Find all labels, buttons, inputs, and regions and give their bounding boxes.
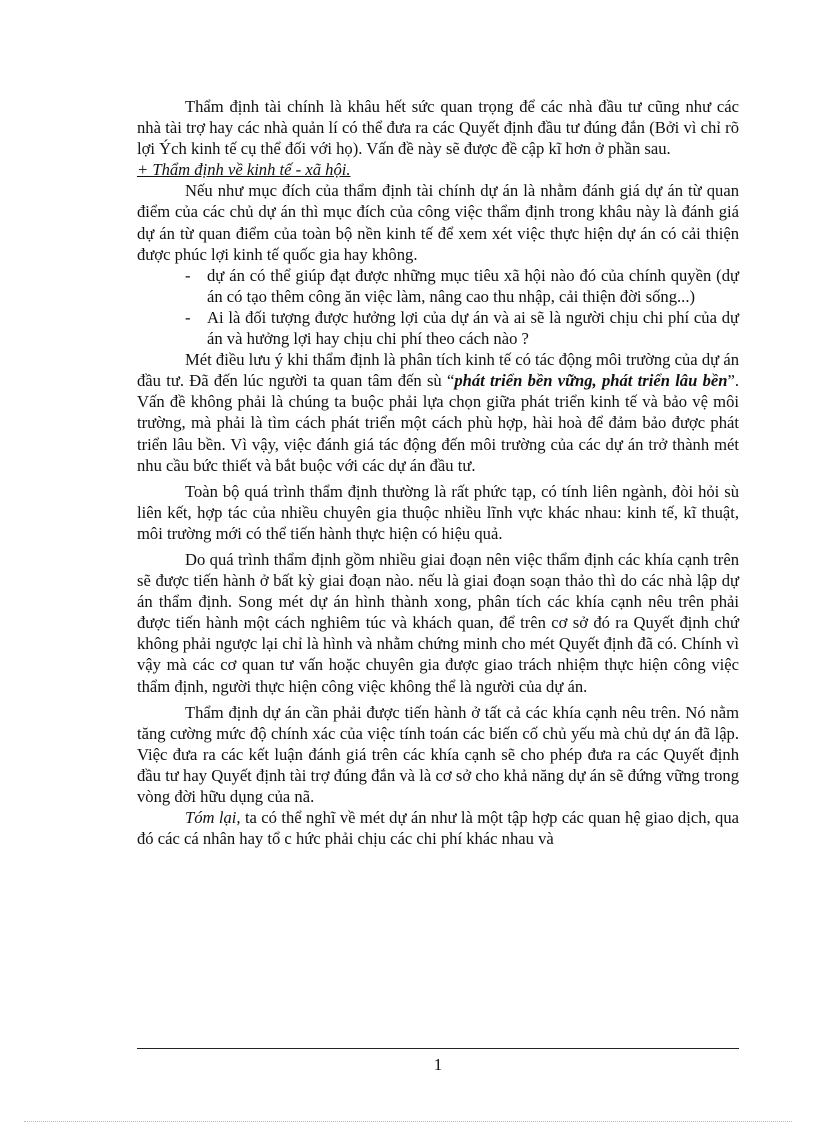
list-item-text: dự án có thể giúp đạt được những mục tiêu xã hội nào đó của chính quyền (dự án có tạo thêm công ăn việc làm, nâng cao thu nhập, cải thiện đời sống...): [207, 265, 739, 306]
paragraph-conclusion: [137, 807, 739, 849]
list-item-text: Ai là đối tượng được hưởng lợi của dự án và ai sẽ là người chịu chi phí của dự án và hưởng lợi hay chịu chi phí theo cách nào ?: [207, 307, 739, 349]
paragraph-interdisciplinary: Toàn bộ quá trình thẩm định thường là rất phức tạp, có tính liên ngành, đòi hỏi sù liên kết, hợp tác của nhiều chuyên gia thuộc nhiều lĩnh vực khác nhau: kinh tế, kĩ thuật, môi trường mới có thể tiến hành thực hiện có hiệu quả.: [137, 481, 739, 543]
paragraph-appraisal-stages: Do quá trình thẩm định gồm nhiều giai đoạn nên việc thẩm định các khía cạnh trên sẽ được tiến hành ở bất kỳ giai đoạn nào. nếu là giai đoạn soạn thảo thì do các nhà lập dự án thẩm định. Song mét dự án hình thành xong, phân tích các khía cạnh nêu trên phải được tiến hành một cách nghiêm túc và khách quan, để trên cơ sở đó ra Quyết định chứ không phải ngược lại chỉ là hình và nhằm chứng minh cho mét Quyết định đã có. Chính vì vậy mà các cơ quan tư vấn hoặc chuyên gia được giao trách nhiệm thực hiện công việc thẩm định, người thực hiện công việc không thể là người của dự án.: [137, 549, 739, 696]
conclusion-lead: Tóm lại,: [185, 808, 241, 828]
page-bottom-edge: [24, 1121, 792, 1122]
list-item: [137, 307, 739, 349]
document-body: [137, 96, 739, 849]
dash-bullet: -: [185, 307, 191, 327]
footer-rule: [137, 1048, 739, 1049]
paragraph-appraisal-aspects: Thẩm định dự án cần phải được tiến hành ở tất cả các khía cạnh nêu trên. Nó nằm tăng cường mức độ chính xác của việc tính toán các biến cố chủ yếu mà chủ dự án đã lập. Việc đưa ra các kết luận đánh giá trên các khía cạnh sẽ cho phép đưa ra các Quyết định đầu tư hay Quyết định tài trợ đúng đắn và là cơ sở cho khả năng dự án sẽ đứng vững trong vòng đời hữu dụng của nã.: [137, 702, 739, 806]
paragraph-environment-text-1: Mét điều lưu ý khi thẩm định là phân tích kinh tế có tác động môi trường của dự án đầu tư. Đã đến lúc người ta quan tâm đến sù “: [137, 350, 739, 391]
page-number: 1: [433, 1055, 443, 1074]
dash-bullet: -: [185, 265, 191, 285]
section-heading-socioeconomic: + Thẩm định về kinh tế - xã hội.: [137, 160, 351, 180]
paragraph-economic-purpose: Nếu như mục đích của thẩm định tài chính dự án là nhằm đánh giá dự án từ quan điểm của các chủ dự án thì mục đích của công việc thẩm định trong khâu này là đánh giá dự án từ quan điểm của toàn bộ nền kinh tế để xem xét việc thực hiện dự án có cải thiện được phúc lợi kinh tế quốc gia hay không.: [137, 181, 739, 264]
sustainable-development-phrase: phát triển bền vững, phát triển lâu bền: [454, 371, 728, 391]
conclusion-text: ta có thể nghĩ về mét dự án như là một tập hợp các quan hệ giao dịch, qua đó các cá nhân hay tổ c hức phải chịu các chi phí khác nhau và: [137, 808, 739, 849]
bullet-list: [137, 265, 739, 349]
paragraph-environment: [137, 349, 739, 476]
paragraph-environment-text-2: ”. Vấn đề không phải là chúng ta buộc phải lựa chọn giữa phát triển kinh tế và bảo vệ môi trường, mà phải là tìm cách phát triển một cách phù hợp, hài hoà để đảm bảo được phát triển lâu bền. Vì vậy, việc đánh giá tác động đến môi trường của các dự án trở thành mét nhu cầu bức thiết và bắt buộc với các dự án đầu tư.: [137, 371, 739, 475]
paragraph-financial-appraisal: Thẩm định tài chính là khâu hết sức quan trọng để các nhà đầu tư cũng như các nhà tài trợ hay các nhà quản lí có thể đưa ra các Quyết định đầu tư đúng đắn (Bởi vì chỉ rõ lợi Ých kinh tế cụ thể đối với họ). Vấn đề này sẽ được đề cập kĩ hơn ở phần sau.: [137, 97, 739, 159]
list-item: [137, 265, 739, 307]
